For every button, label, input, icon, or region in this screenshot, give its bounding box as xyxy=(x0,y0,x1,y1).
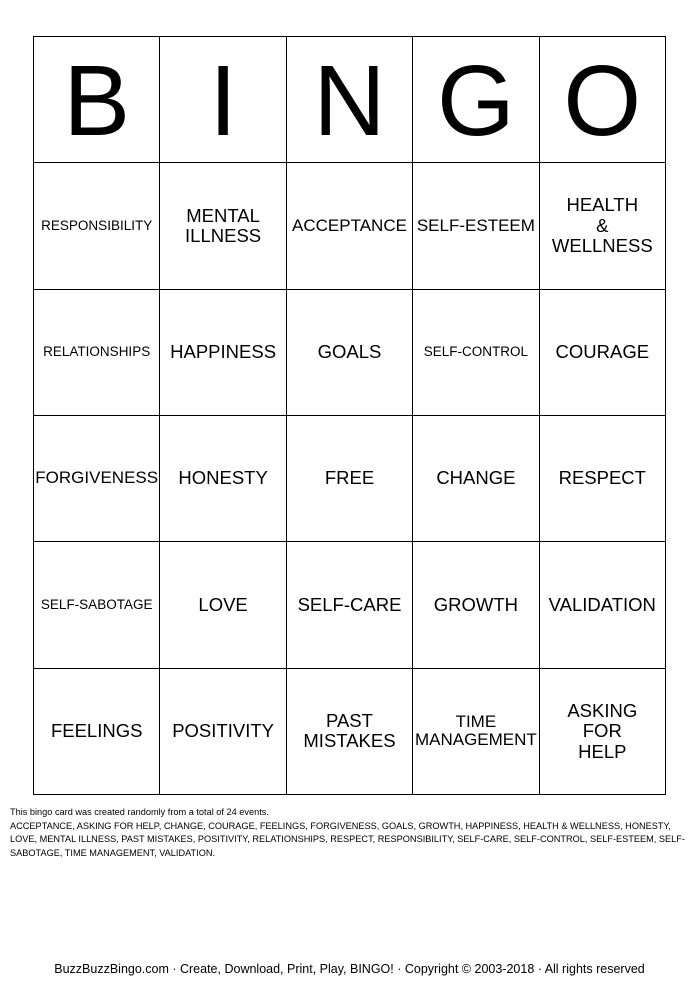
bingo-cell: RELATIONSHIPS xyxy=(34,290,160,416)
footnote-event-list: ACCEPTANCE, ASKING FOR HELP, CHANGE, COURAGE, FEELINGS, FORGIVENESS, GOALS, GROWTH, HAPPINESS, HEALTH & WELLNESS, HONESTY, LOVE, MENTAL ILLNESS, PAST MISTAKES, POSITIVITY, RELATIONSHIPS, RESPECT, RESPONSIBILITY, SELF-CARE, SELF-CONTROL, SELF-ESTEEM, SELF-SABOTAGE, TIME MANAGEMENT, VALIDATION. xyxy=(10,820,685,858)
bingo-cell: HEALTH & WELLNESS xyxy=(540,163,666,289)
bingo-cell: GOALS xyxy=(287,290,413,416)
bingo-cell: SELF-CONTROL xyxy=(413,290,539,416)
bingo-cell: FEELINGS xyxy=(34,669,160,795)
header-letter-i: I xyxy=(160,37,286,163)
bingo-cell: TIME MANAGEMENT xyxy=(413,669,539,795)
header-letter-b: B xyxy=(34,37,160,163)
bingo-cell: MENTAL ILLNESS xyxy=(160,163,286,289)
bingo-cell: ASKING FOR HELP xyxy=(540,669,666,795)
bingo-cell: GROWTH xyxy=(413,542,539,668)
bingo-cell: RESPECT xyxy=(540,416,666,542)
bingo-cell: SELF-ESTEEM xyxy=(413,163,539,289)
bingo-cell: FORGIVENESS xyxy=(34,416,160,542)
header-letter-g: G xyxy=(413,37,539,163)
bingo-cell: FREE xyxy=(287,416,413,542)
bingo-cell: POSITIVITY xyxy=(160,669,286,795)
bingo-cell: SELF-SABOTAGE xyxy=(34,542,160,668)
header-letter-n: N xyxy=(287,37,413,163)
bingo-cell: VALIDATION xyxy=(540,542,666,668)
bingo-card xyxy=(33,36,666,795)
bingo-cell: COURAGE xyxy=(540,290,666,416)
bingo-cell: HONESTY xyxy=(160,416,286,542)
bingo-cell: LOVE xyxy=(160,542,286,668)
bingo-cell: SELF-CARE xyxy=(287,542,413,668)
bingo-cell: RESPONSIBILITY xyxy=(34,163,160,289)
event-footnote xyxy=(10,806,690,860)
header-letter-o: O xyxy=(540,37,666,163)
site-footer: BuzzBuzzBingo.com · Create, Download, Print, Play, BINGO! · Copyright © 2003-2018 · All rights reserved xyxy=(54,962,645,976)
bingo-cell: PAST MISTAKES xyxy=(287,669,413,795)
bingo-cell: CHANGE xyxy=(413,416,539,542)
bingo-cell: ACCEPTANCE xyxy=(287,163,413,289)
bingo-cell: HAPPINESS xyxy=(160,290,286,416)
footnote-intro: This bingo card was created randomly from a total of 24 events. xyxy=(10,807,269,817)
